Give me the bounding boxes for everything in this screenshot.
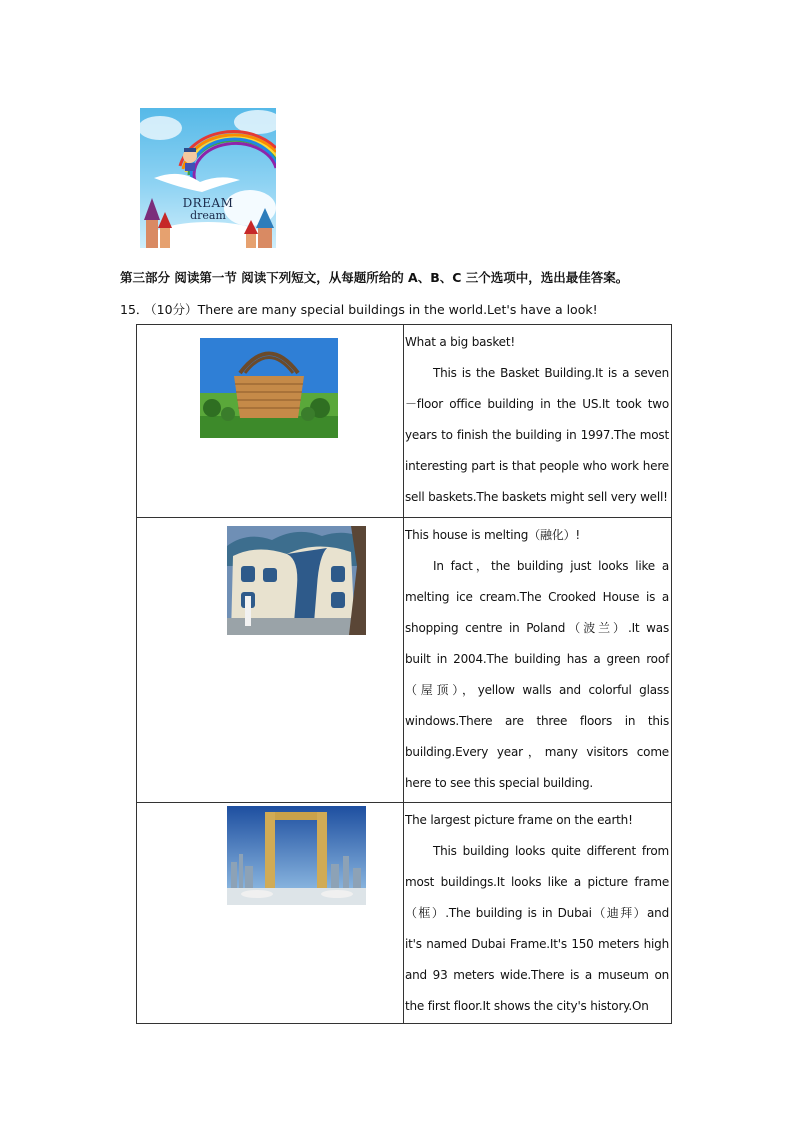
table-row (137, 803, 672, 1024)
section-heading: 第三部分 阅读第一节 阅读下列短文，从每题所给的 A、B、C 三个选项中，选出最佳答案。 (120, 270, 629, 285)
photo-cell (137, 803, 404, 1024)
building-title: The largest picture frame on the earth! (405, 813, 633, 827)
crooked-house-photo (227, 526, 366, 635)
question-points: （10分） (150, 302, 198, 317)
description-cell (404, 325, 672, 518)
dream-caption-upper: DREAM (182, 196, 234, 210)
description-cell (404, 803, 672, 1024)
dream-caption-lower: dream (190, 209, 226, 222)
building-title: What a big basket! (405, 335, 515, 349)
description-cell (404, 518, 672, 803)
table-row (137, 518, 672, 803)
building-description: This is the Basket Building.It is a seven－floor office building in the US.It took two years to finish the building in 1997.The most interesting part is that people who work here sell baskets.The baskets might sell very well! (405, 366, 669, 504)
building-description: In fact，the building just looks like a melting ice cream.The Crooked House is a shopping centre in Poland（波兰）.It was built in 2004.The building has a green roof（屋顶），yellow walls and colorful glass windows.There are three floors in this building.Every year，many visitors come here to see this special building. (405, 559, 669, 790)
building-description: This building looks quite different from most buildings.It looks like a picture frame（框）.The building is in Dubai（迪拜）and it's named Dubai Frame.It's 150 meters high and 93 meters wide.There is a museum on the first floor.It shows the city's history.On (405, 844, 669, 1013)
photo-cell (137, 325, 404, 518)
dream-illustration (140, 108, 276, 248)
building-title: This house is melting（融化）! (405, 528, 581, 542)
table-row (137, 325, 672, 518)
question-intro: There are many special buildings in the world.Let's have a look! (197, 302, 598, 317)
photo-cell (137, 518, 404, 803)
rainbow-sky-icon (140, 108, 276, 248)
buildings-table (136, 324, 672, 1024)
question-number: 15． (120, 302, 149, 317)
basket-building-photo (200, 338, 338, 438)
question-intro-line (120, 300, 680, 318)
dubai-frame-photo (227, 806, 366, 905)
